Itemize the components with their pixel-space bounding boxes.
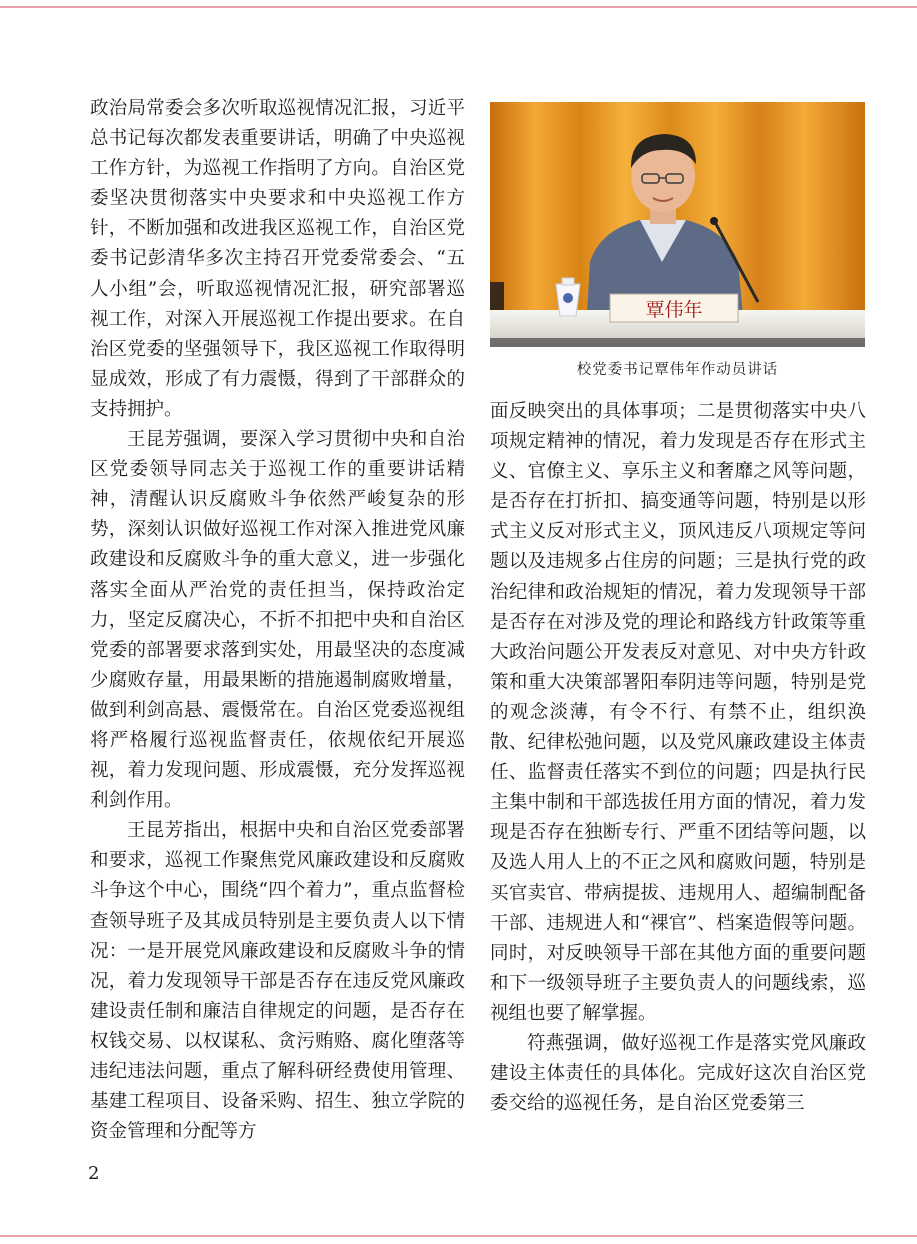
left-paragraph-2: 王昆芳强调，要深入学习贯彻中央和自治区党委领导同志关于巡视工作的重要讲话精神，清醒认识反腐败斗争依然严峻复杂的形势，深刻认识做好巡视工作对深入推进党风廉政建设和反腐败斗争的重大意义，进一步强化落实全面从严治党的责任担当，保持政治定力，坚定反腐决心，不折不扣把中央和自治区党委的部署要求落到实处，用最坚决的态度减少腐败存量，用最果断的措施遏制腐败增量，做到利剑高悬、震慑常在。自治区党委巡视组将严格履行巡视监督责任，依规依纪开展巡视，着力发现问题、形成震慑，充分发挥巡视利剑作用。 xyxy=(90,429,465,812)
right-paragraph-1: 面反映突出的具体事项；二是贯彻落实中央八项规定精神的情况，着力发现是否存在形式主义、官僚主义、享乐主义和奢靡之风等问题，是否存在打折扣、搞变通等问题，特别是以形式主义反对形式主义，顶风违反八项规定等问题以及违规多占住房的问题；三是执行党的政治纪律和政治规矩的情况，着力发现领导干部是否存在对涉及党的理论和路线方针政策等重大政治问题公开发表反对意见、对中央方针政策和重大决策部署阳奉阴违等问题，特别是党的观念淡薄，有令不行、有禁不止，组织涣散、纪律松弛问题，以及党风廉政建设主体责任、监督责任落实不到位的问题；四是执行民主集中制和干部选拔任用方面的情况，着力发现是否存在独断专行、严重不团结等问题，以及选人用人上的不正之风和腐败问题，特别是买官卖官、带病提拔、违规用人、超编制配备干部、违规进人和“裸官”、档案造假等问题。同时，对反映领导干部在其他方面的重要问题和下一级领导班子主要负责人的问题线索，巡视组也要了解掌握。 xyxy=(490,401,866,1024)
photo-caption: 校党委书记覃伟年作动员讲话 xyxy=(576,362,779,378)
speaker-photo-illustration xyxy=(490,102,865,347)
left-paragraph-1: 政治局常委会多次听取巡视情况汇报，习近平总书记每次都发表重要讲话，明确了中央巡视工作方针，为巡视工作指明了方向。自治区党委坚决贯彻落实中央要求和中央巡视工作方针，不断加强和改进我区巡视工作，自治区党委书记彭清华多次主持召开党委常委会、“五人小组”会，听取巡视情况汇报，研究部署巡视工作，对深入开展巡视工作提出要求。在自治区党委的坚强领导下，我区巡视工作取得明显成效，形成了有力震慑，得到了干部群众的支持拥护。 xyxy=(90,98,465,420)
left-column xyxy=(90,94,465,1147)
top-rule xyxy=(0,6,917,8)
page-number: 2 xyxy=(88,1163,100,1184)
right-column xyxy=(490,397,866,1119)
speaker-photo xyxy=(490,102,865,347)
bottom-rule xyxy=(0,1235,917,1237)
nameplate-text: 覃伟年 xyxy=(645,299,703,321)
right-paragraph-2: 符燕强调，做好巡视工作是落实党风廉政建设主体责任的具体化。完成好这次自治区党委交给的巡视任务，是自治区党委第三 xyxy=(490,1032,866,1115)
left-paragraph-3: 王昆芳指出，根据中央和自治区党委部署和要求，巡视工作聚焦党风廉政建设和反腐败斗争这个中心，围绕“四个着力”，重点监督检查领导班子及其成员特别是主要负责人以下情况：一是开展党风廉政建设和反腐败斗争的情况，着力发现领导干部是否存在违反党风廉政建设责任制和廉洁自律规定的问题，是否存在权钱交易、以权谋私、贪污贿赂、腐化堕落等违纪违法问题，重点了解科研经费使用管理、基建工程项目、设备采购、招生、独立学院的资金管理和分配等方 xyxy=(90,820,465,1143)
